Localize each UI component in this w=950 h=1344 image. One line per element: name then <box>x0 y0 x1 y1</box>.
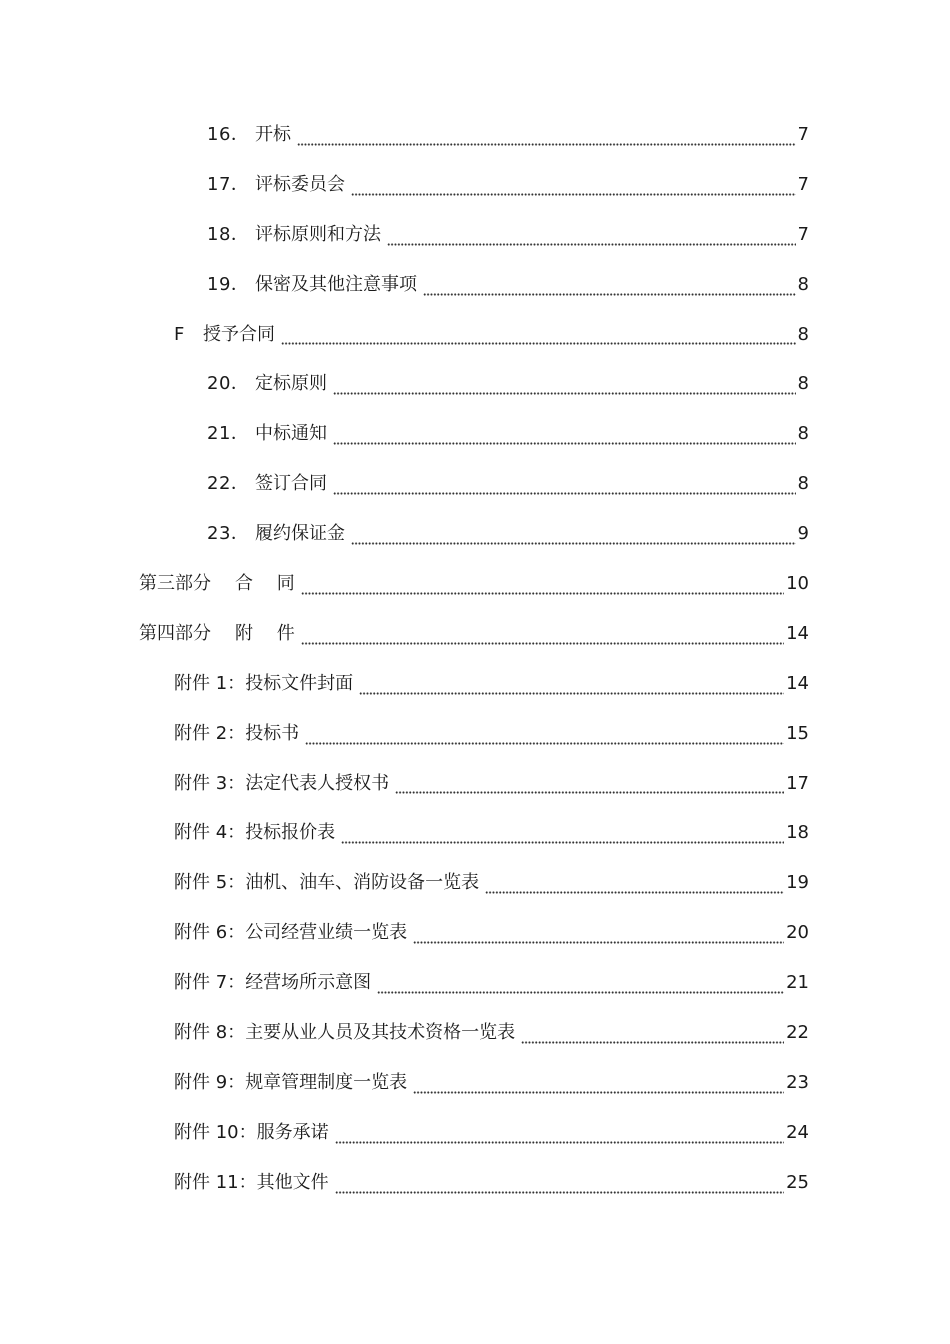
toc-entry-appendix-11[interactable] <box>0 1158 950 1208</box>
toc-entry-number: 附件 2： <box>174 722 246 744</box>
toc-entry-appendix-5[interactable] <box>0 858 950 908</box>
toc-entry-number: 21． <box>207 423 250 445</box>
dot-leader <box>351 531 796 545</box>
toc-entry-19[interactable] <box>0 260 950 310</box>
toc-entry-16[interactable] <box>0 110 950 160</box>
toc-entry-appendix-9[interactable] <box>0 1058 950 1108</box>
toc-entry-number: 19． <box>207 273 250 295</box>
dot-leader <box>423 282 796 296</box>
toc-entry-page: 8 <box>797 423 809 445</box>
toc-entry-number: 附件 6： <box>174 922 246 944</box>
toc-entry-page: 19 <box>786 872 809 894</box>
toc-entry-page: 8 <box>797 323 809 345</box>
toc-entry-number: 第三部分 <box>139 572 211 594</box>
toc-entry-23[interactable] <box>0 509 950 559</box>
toc-entry-title: 保密及其他注意事项 <box>255 273 417 295</box>
toc-entry-number: 附件 1： <box>174 672 246 694</box>
toc-entry-title: 投标书 <box>245 722 300 744</box>
toc-entry-appendix-8[interactable] <box>0 1008 950 1058</box>
toc-entry-number: 17． <box>207 173 250 195</box>
toc-entry-page: 10 <box>786 572 809 594</box>
toc-entry-page: 23 <box>786 1071 809 1093</box>
dot-leader <box>335 1180 784 1194</box>
toc-entry-number: 附件 10： <box>174 1121 257 1143</box>
toc-entry-page: 14 <box>786 672 809 694</box>
dot-leader <box>333 431 796 445</box>
dot-leader <box>395 780 784 794</box>
table-of-contents <box>0 110 950 1208</box>
toc-entry-page: 21 <box>786 972 809 994</box>
dot-leader <box>333 481 796 495</box>
toc-entry-appendix-1[interactable] <box>0 659 950 709</box>
toc-entry-page: 14 <box>786 622 809 644</box>
toc-entry-page: 8 <box>797 273 809 295</box>
toc-entry-22[interactable] <box>0 459 950 509</box>
dot-leader <box>359 681 784 695</box>
toc-entry-title: 公司经营业绩一览表 <box>245 922 408 944</box>
toc-entry-page: 7 <box>797 173 809 195</box>
toc-entry-title: 油机、油车、消防设备一览表 <box>245 872 480 894</box>
toc-entry-appendix-4[interactable] <box>0 808 950 858</box>
toc-entry-appendix-6[interactable] <box>0 908 950 958</box>
toc-entry-number: 附件 11： <box>174 1171 257 1193</box>
toc-entry-title: 投标报价表 <box>245 822 336 844</box>
toc-entry-21[interactable] <box>0 409 950 459</box>
toc-entry-title: 中标通知 <box>255 423 327 445</box>
dot-leader <box>305 731 784 745</box>
toc-entry-title: 定标原则 <box>255 373 327 395</box>
dot-leader <box>485 880 784 894</box>
toc-entry-number: F <box>174 323 185 345</box>
toc-entry-number: 附件 4： <box>174 822 246 844</box>
dot-leader <box>387 232 796 246</box>
toc-entry-page: 8 <box>797 473 809 495</box>
toc-entry-title: 法定代表人授权书 <box>245 772 390 794</box>
dot-leader <box>413 1080 784 1094</box>
toc-entry-title: 开标 <box>255 123 291 145</box>
toc-entry-title: 规章管理制度一览表 <box>245 1071 408 1093</box>
toc-entry-page: 25 <box>786 1171 809 1193</box>
toc-entry-18[interactable] <box>0 210 950 260</box>
toc-entry-number: 附件 7： <box>174 972 246 994</box>
toc-entry-page: 18 <box>786 822 809 844</box>
toc-entry-number: 23． <box>207 523 250 545</box>
dot-leader <box>301 631 784 645</box>
toc-entry-page: 24 <box>786 1121 809 1143</box>
toc-entry-number: 第四部分 <box>139 622 211 644</box>
toc-entry-appendix-7[interactable] <box>0 958 950 1008</box>
dot-leader <box>297 132 796 146</box>
toc-entry-page: 7 <box>797 223 809 245</box>
dot-leader <box>335 1130 784 1144</box>
toc-entry-17[interactable] <box>0 160 950 210</box>
dot-leader <box>521 1030 784 1044</box>
toc-entry-title: 服务承诺 <box>256 1121 329 1143</box>
toc-entry-part-3[interactable] <box>0 559 950 609</box>
dot-leader <box>341 830 784 844</box>
toc-entry-title: 授予合同 <box>203 323 275 345</box>
toc-entry-appendix-2[interactable] <box>0 709 950 759</box>
dot-leader <box>281 331 796 345</box>
toc-entry-appendix-10[interactable] <box>0 1108 950 1158</box>
toc-entry-appendix-3[interactable] <box>0 759 950 809</box>
toc-entry-page: 9 <box>797 523 809 545</box>
toc-entry-page: 22 <box>786 1021 809 1043</box>
dot-leader <box>351 182 796 196</box>
toc-entry-number: 22． <box>207 473 250 495</box>
toc-entry-number: 20． <box>207 373 250 395</box>
toc-entry-title: 合 同 <box>235 572 295 594</box>
toc-entry-title: 评标委员会 <box>255 173 345 195</box>
dot-leader <box>301 581 784 595</box>
toc-entry-page: 15 <box>786 722 809 744</box>
toc-entry-page: 8 <box>797 373 809 395</box>
dot-leader <box>333 381 796 395</box>
toc-entry-page: 17 <box>786 772 809 794</box>
toc-entry-number: 附件 8： <box>174 1021 246 1043</box>
toc-entry-title: 其他文件 <box>256 1171 329 1193</box>
toc-entry-part-4[interactable] <box>0 609 950 659</box>
toc-entry-number: 16． <box>207 123 250 145</box>
toc-entry-number: 附件 5： <box>174 872 246 894</box>
toc-entry-page: 7 <box>797 123 809 145</box>
toc-entry-number: 附件 3： <box>174 772 246 794</box>
toc-entry-number: 18． <box>207 223 250 245</box>
toc-entry-title: 签订合同 <box>255 473 327 495</box>
toc-entry-title: 投标文件封面 <box>245 672 354 694</box>
dot-leader <box>377 980 784 994</box>
toc-entry-title: 评标原则和方法 <box>255 223 381 245</box>
toc-entry-title: 履约保证金 <box>255 523 345 545</box>
toc-entry-title: 附 件 <box>235 622 295 644</box>
toc-entry-page: 20 <box>786 922 809 944</box>
toc-entry-section-f[interactable] <box>0 310 950 360</box>
toc-entry-title: 经营场所示意图 <box>245 972 372 994</box>
dot-leader <box>413 930 784 944</box>
toc-entry-20[interactable] <box>0 359 950 409</box>
toc-entry-number: 附件 9： <box>174 1071 246 1093</box>
toc-entry-title: 主要从业人员及其技术资格一览表 <box>245 1021 516 1043</box>
